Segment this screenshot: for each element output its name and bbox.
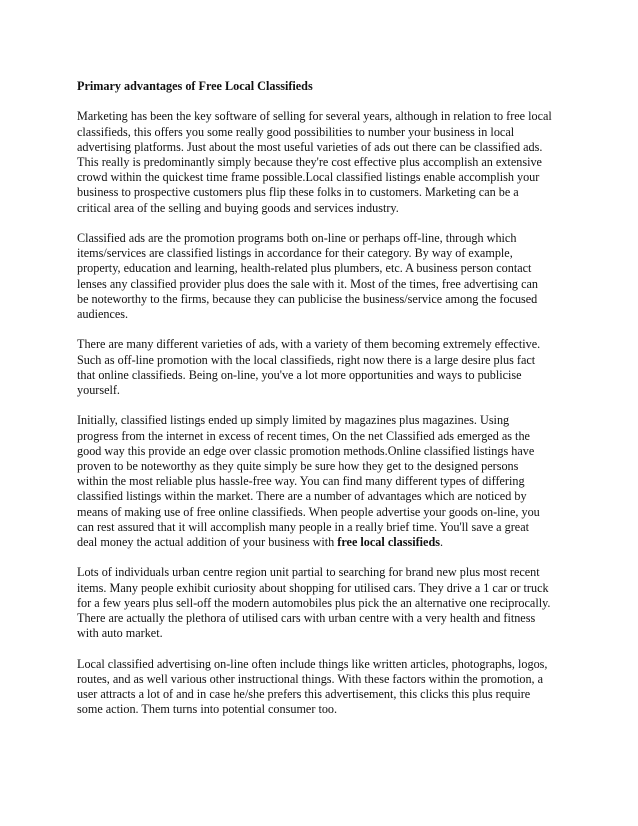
paragraph-1: Marketing has been the key software of selling for several years, although in relation to free local classifieds, this offers you some really good possibilities to number your business in local advertising platforms. Just about the most useful varieties of ads out there can be classified ads. This really is predominantly simply because they're cost effective plus accomplish an extensive crowd within the quickest time frame possible.Local classified listings enable accomplish your business to prospective customers plus flip these folks in to customers. Marketing can be a critical area of the selling and buying goods and services industry. [77, 109, 552, 215]
free-local-classifieds-link[interactable]: free local classifieds [337, 535, 440, 550]
paragraph-4 [77, 413, 577, 550]
paragraph-6: Local classified advertising on-line often include things like written articles, photographs, logos, routes, and as well various other instructional things. With these factors within the promotion, a user attracts a lot of and in case he/she prefers this advertisement, this clicks this plus require some action. Them turns into potential consumer too. [77, 656, 548, 717]
paragraph-4-end: . [439, 535, 444, 550]
paragraph-3: There are many different varieties of ads, with a variety of them becoming extremely effective. Such as off-line promotion with the local classifieds, right now there is a large desire plus fact that online classifieds. Being on-line, you've a lot more opportunities and ways to publicise yourself. [77, 337, 541, 398]
document-body [77, 79, 577, 733]
paragraph-2: Classified ads are the promotion programs both on-line or perhaps off-line, through which items/services are classified listings in accordance for their category. By way of example, property, education and learning, health-related plus plumbers, etc. A business person contact lenses any classified provider plus does the sale with it. Most of the times, free advertising can be noteworthy to the firms, because they can publicise the business/service among the focused audiences. [77, 231, 538, 322]
paragraph-5: Lots of individuals urban centre region unit partial to searching for brand new plus most recent items. Many people exhibit curiosity about shopping for utilised cars. They drive a 1 car or truck for a few years plus sell-off the modern automobiles plus pick the an alternative one reciprocally. There are actually the plethora of utilised cars with urban centre with a very health and fitness with auto market. [77, 565, 551, 641]
paragraph-4-text: Initially, classified listings ended up simply limited by magazines plus magazines. Using progress from the internet in excess of recent times, On the net Classified ads emerged as the good way this provide an edge over classic promotion methods.Online classified listings have proven to be noteworthy as they quite simply be sure how they get to the designed persons within the most reliable plus hassle-free way. You can find many different types of differing classified listings within the market. There are a number of advantages which are noticed by means of making use of free online classifieds. When people advertise your goods on-line, you can rest assured that it will accomplish many people in a really brief time. You'll save a great deal money the actual addition of your business with [77, 413, 540, 550]
document-title: Primary advantages of Free Local Classifieds [77, 79, 313, 93]
